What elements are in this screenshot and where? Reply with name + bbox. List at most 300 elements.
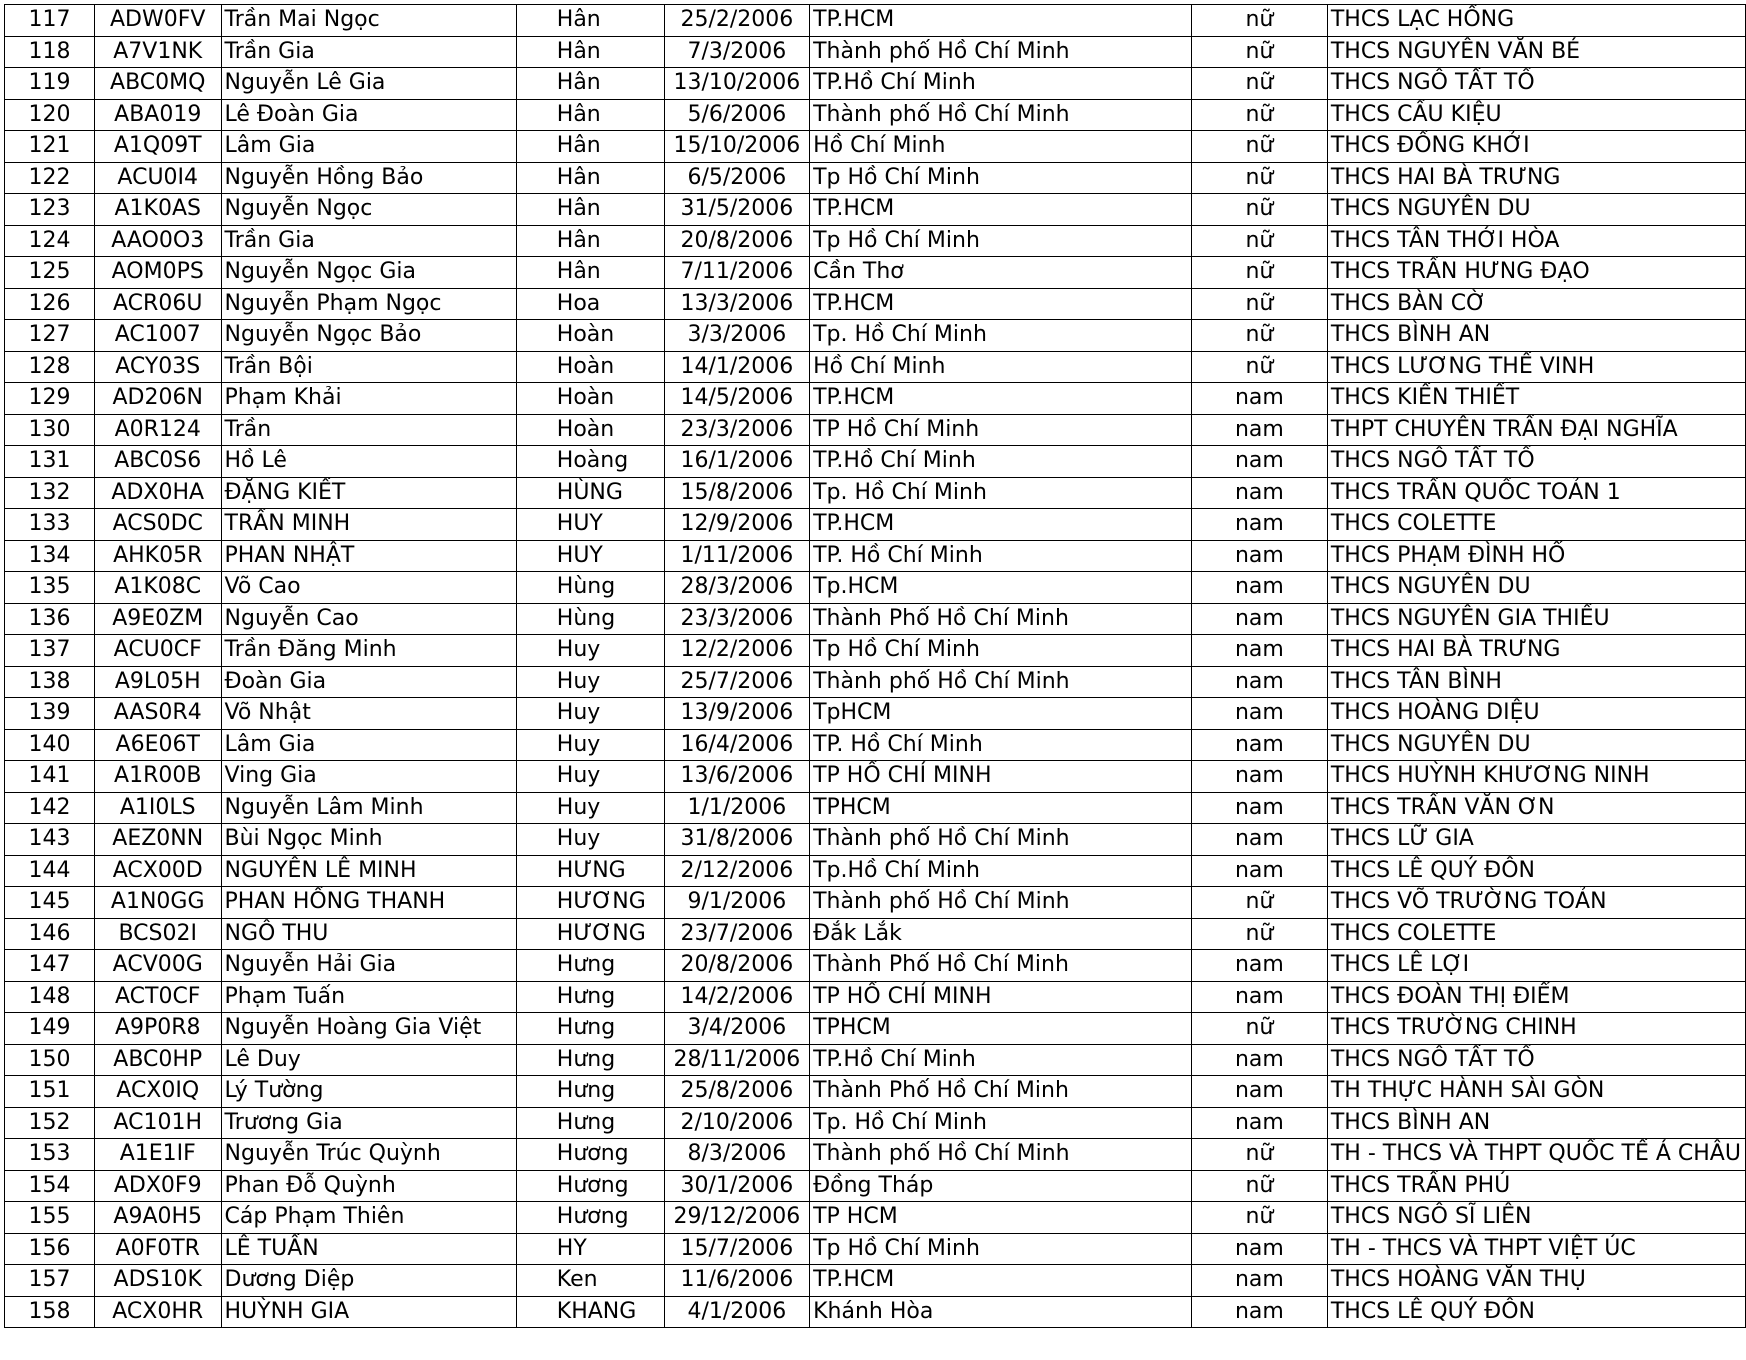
gender-cell: nam <box>1191 383 1327 415</box>
surname-cell: NGUYỄN LÊ MINH <box>221 855 516 887</box>
student-code-cell: AHK05R <box>94 540 221 572</box>
table-row <box>5 99 1746 131</box>
student-list-table <box>4 4 1746 1328</box>
table-row <box>5 1013 1746 1045</box>
row-number-cell: 132 <box>5 477 95 509</box>
given-name-cell: Huy <box>516 761 664 793</box>
gender-cell: nữ <box>1191 320 1327 352</box>
student-code-cell: ACX0HR <box>94 1296 221 1328</box>
gender-cell: nam <box>1191 1107 1327 1139</box>
birthdate-cell: 31/5/2006 <box>664 194 809 226</box>
birthdate-cell: 3/3/2006 <box>664 320 809 352</box>
gender-cell: nam <box>1191 572 1327 604</box>
birthplace-cell: Thành phố Hồ Chí Minh <box>810 1139 1192 1171</box>
student-code-cell: ABC0S6 <box>94 446 221 478</box>
table-row <box>5 635 1746 667</box>
surname-cell: Phan Đỗ Quỳnh <box>221 1170 516 1202</box>
gender-cell: nam <box>1191 635 1327 667</box>
given-name-cell: KHANG <box>516 1296 664 1328</box>
table-row <box>5 729 1746 761</box>
gender-cell: nam <box>1191 792 1327 824</box>
table-row <box>5 1296 1746 1328</box>
student-code-cell: A7V1NK <box>94 36 221 68</box>
birthplace-cell: TP Hồ Chí Minh <box>810 414 1192 446</box>
birthplace-cell: Thành phố Hồ Chí Minh <box>810 887 1192 919</box>
given-name-cell: Hân <box>516 131 664 163</box>
gender-cell: nam <box>1191 824 1327 856</box>
gender-cell: nam <box>1191 509 1327 541</box>
birthplace-cell: TP.HCM <box>810 509 1192 541</box>
given-name-cell: Huy <box>516 635 664 667</box>
school-cell: THCS TÂN THỚI HÒA <box>1327 225 1745 257</box>
gender-cell: nữ <box>1191 131 1327 163</box>
school-cell: THCS ĐỒNG KHỞI <box>1327 131 1745 163</box>
gender-cell: nam <box>1191 761 1327 793</box>
gender-cell: nam <box>1191 729 1327 761</box>
birthplace-cell: TPHCM <box>810 792 1192 824</box>
birthdate-cell: 14/2/2006 <box>664 981 809 1013</box>
surname-cell: Lâm Gia <box>221 729 516 761</box>
table-row <box>5 446 1746 478</box>
student-code-cell: AAO0O3 <box>94 225 221 257</box>
birthdate-cell: 11/6/2006 <box>664 1265 809 1297</box>
student-code-cell: A0F0TR <box>94 1233 221 1265</box>
table-row <box>5 131 1746 163</box>
birthplace-cell: TpHCM <box>810 698 1192 730</box>
birthplace-cell: Hồ Chí Minh <box>810 131 1192 163</box>
surname-cell: Trương Gia <box>221 1107 516 1139</box>
table-row <box>5 761 1746 793</box>
school-cell: THCS TRẦN HƯNG ĐẠO <box>1327 257 1745 289</box>
table-row <box>5 1265 1746 1297</box>
row-number-cell: 144 <box>5 855 95 887</box>
student-code-cell: ABA019 <box>94 99 221 131</box>
table-row <box>5 257 1746 289</box>
birthplace-cell: TP.HCM <box>810 288 1192 320</box>
surname-cell: Bùi Ngọc Minh <box>221 824 516 856</box>
surname-cell: Nguyễn Hồng Bảo <box>221 162 516 194</box>
row-number-cell: 131 <box>5 446 95 478</box>
surname-cell: Nguyễn Cao <box>221 603 516 635</box>
given-name-cell: Ken <box>516 1265 664 1297</box>
row-number-cell: 148 <box>5 981 95 1013</box>
gender-cell: nữ <box>1191 225 1327 257</box>
given-name-cell: Hoa <box>516 288 664 320</box>
birthplace-cell: Tp.HCM <box>810 572 1192 604</box>
table-row <box>5 383 1746 415</box>
birthplace-cell: TP.Hồ Chí Minh <box>810 1044 1192 1076</box>
birthplace-cell: Khánh Hòa <box>810 1296 1192 1328</box>
gender-cell: nam <box>1191 666 1327 698</box>
gender-cell: nữ <box>1191 68 1327 100</box>
birthdate-cell: 5/6/2006 <box>664 99 809 131</box>
school-cell: THCS NGUYỄN DU <box>1327 729 1745 761</box>
table-row <box>5 1107 1746 1139</box>
gender-cell: nam <box>1191 603 1327 635</box>
table-row <box>5 320 1746 352</box>
surname-cell: Trần <box>221 414 516 446</box>
gender-cell: nữ <box>1191 1013 1327 1045</box>
birthdate-cell: 3/4/2006 <box>664 1013 809 1045</box>
given-name-cell: Hưng <box>516 1044 664 1076</box>
school-cell: THCS COLETTE <box>1327 509 1745 541</box>
surname-cell: Nguyễn Ngọc Gia <box>221 257 516 289</box>
birthdate-cell: 31/8/2006 <box>664 824 809 856</box>
student-code-cell: ADW0FV <box>94 5 221 37</box>
school-cell: THCS HOÀNG DIỆU <box>1327 698 1745 730</box>
table-row <box>5 414 1746 446</box>
row-number-cell: 150 <box>5 1044 95 1076</box>
gender-cell: nam <box>1191 855 1327 887</box>
given-name-cell: Huy <box>516 666 664 698</box>
row-number-cell: 119 <box>5 68 95 100</box>
row-number-cell: 142 <box>5 792 95 824</box>
school-cell: THCS NGUYỄN VĂN BÉ <box>1327 36 1745 68</box>
gender-cell: nam <box>1191 540 1327 572</box>
birthplace-cell: TP.HCM <box>810 1265 1192 1297</box>
birthdate-cell: 2/12/2006 <box>664 855 809 887</box>
surname-cell: Trần Mai Ngọc <box>221 5 516 37</box>
table-row <box>5 666 1746 698</box>
table-row <box>5 68 1746 100</box>
student-code-cell: A1K0AS <box>94 194 221 226</box>
school-cell: THCS LÊ QUÝ ĐÔN <box>1327 855 1745 887</box>
row-number-cell: 126 <box>5 288 95 320</box>
surname-cell: Trần Gia <box>221 225 516 257</box>
school-cell: THCS TRẦN VĂN ƠN <box>1327 792 1745 824</box>
table-row <box>5 225 1746 257</box>
gender-cell: nữ <box>1191 36 1327 68</box>
school-cell: THCS HUỲNH KHƯƠNG NINH <box>1327 761 1745 793</box>
table-row <box>5 855 1746 887</box>
student-code-cell: ACV00G <box>94 950 221 982</box>
gender-cell: nam <box>1191 1044 1327 1076</box>
gender-cell: nữ <box>1191 351 1327 383</box>
table-row <box>5 887 1746 919</box>
given-name-cell: HƯƠNG <box>516 918 664 950</box>
row-number-cell: 130 <box>5 414 95 446</box>
table-row <box>5 603 1746 635</box>
birthplace-cell: TP.Hồ Chí Minh <box>810 446 1192 478</box>
given-name-cell: Huy <box>516 729 664 761</box>
student-code-cell: ADS10K <box>94 1265 221 1297</box>
table-row <box>5 5 1746 37</box>
surname-cell: Hồ Lê <box>221 446 516 478</box>
birthplace-cell: Thành Phố Hồ Chí Minh <box>810 603 1192 635</box>
birthplace-cell: TP.Hồ Chí Minh <box>810 68 1192 100</box>
birthdate-cell: 16/1/2006 <box>664 446 809 478</box>
gender-cell: nữ <box>1191 1170 1327 1202</box>
school-cell: THCS NGUYỄN DU <box>1327 572 1745 604</box>
school-cell: THCS TRẦN QUỐC TOẢN 1 <box>1327 477 1745 509</box>
birthplace-cell: Thành Phố Hồ Chí Minh <box>810 1076 1192 1108</box>
row-number-cell: 157 <box>5 1265 95 1297</box>
student-code-cell: ACX00D <box>94 855 221 887</box>
row-number-cell: 154 <box>5 1170 95 1202</box>
birthplace-cell: TP. Hồ Chí Minh <box>810 729 1192 761</box>
gender-cell: nữ <box>1191 162 1327 194</box>
birthdate-cell: 2/10/2006 <box>664 1107 809 1139</box>
gender-cell: nữ <box>1191 1202 1327 1234</box>
school-cell: THCS LÊ QUÝ ĐÔN <box>1327 1296 1745 1328</box>
student-code-cell: ADX0F9 <box>94 1170 221 1202</box>
birthdate-cell: 9/1/2006 <box>664 887 809 919</box>
student-code-cell: A9E0ZM <box>94 603 221 635</box>
given-name-cell: Hân <box>516 5 664 37</box>
table-row <box>5 1139 1746 1171</box>
birthdate-cell: 13/6/2006 <box>664 761 809 793</box>
birthdate-cell: 1/11/2006 <box>664 540 809 572</box>
birthplace-cell: TP HCM <box>810 1202 1192 1234</box>
birthplace-cell: Tp Hồ Chí Minh <box>810 635 1192 667</box>
student-code-cell: AD206N <box>94 383 221 415</box>
table-row <box>5 918 1746 950</box>
school-cell: THCS HAI BÀ TRƯNG <box>1327 162 1745 194</box>
school-cell: THCS NGÔ TẤT TỐ <box>1327 1044 1745 1076</box>
surname-cell: Nguyễn Hoàng Gia Việt <box>221 1013 516 1045</box>
row-number-cell: 125 <box>5 257 95 289</box>
birthplace-cell: Đắk Lắk <box>810 918 1192 950</box>
birthplace-cell: Tp Hồ Chí Minh <box>810 225 1192 257</box>
school-cell: THCS HAI BÀ TRƯNG <box>1327 635 1745 667</box>
surname-cell: Ving Gia <box>221 761 516 793</box>
given-name-cell: Huy <box>516 698 664 730</box>
gender-cell: nữ <box>1191 257 1327 289</box>
surname-cell: Nguyễn Ngọc Bảo <box>221 320 516 352</box>
birthdate-cell: 7/3/2006 <box>664 36 809 68</box>
student-code-cell: ACX0IQ <box>94 1076 221 1108</box>
birthdate-cell: 28/11/2006 <box>664 1044 809 1076</box>
row-number-cell: 129 <box>5 383 95 415</box>
birthdate-cell: 1/1/2006 <box>664 792 809 824</box>
student-code-cell: A1N0GG <box>94 887 221 919</box>
surname-cell: Phạm Khải <box>221 383 516 415</box>
given-name-cell: Hân <box>516 162 664 194</box>
given-name-cell: Huy <box>516 824 664 856</box>
given-name-cell: Hương <box>516 1139 664 1171</box>
surname-cell: NGÔ THU <box>221 918 516 950</box>
birthplace-cell: TP HỒ CHÍ MINH <box>810 981 1192 1013</box>
birthplace-cell: Tp. Hồ Chí Minh <box>810 320 1192 352</box>
school-cell: THCS HOÀNG VĂN THỤ <box>1327 1265 1745 1297</box>
surname-cell: Lê Duy <box>221 1044 516 1076</box>
gender-cell: nam <box>1191 981 1327 1013</box>
gender-cell: nam <box>1191 1296 1327 1328</box>
given-name-cell: Hoàn <box>516 383 664 415</box>
row-number-cell: 138 <box>5 666 95 698</box>
school-cell: THCS BÌNH AN <box>1327 320 1745 352</box>
birthdate-cell: 20/8/2006 <box>664 950 809 982</box>
row-number-cell: 137 <box>5 635 95 667</box>
surname-cell: Phạm Tuấn <box>221 981 516 1013</box>
student-code-cell: A0R124 <box>94 414 221 446</box>
student-code-cell: A1E1IF <box>94 1139 221 1171</box>
birthplace-cell: TP.HCM <box>810 383 1192 415</box>
birthdate-cell: 23/3/2006 <box>664 414 809 446</box>
table-row <box>5 477 1746 509</box>
gender-cell: nam <box>1191 1076 1327 1108</box>
school-cell: TH - THCS VÀ THPT QUỐC TẾ Á CHÂU <box>1327 1139 1745 1171</box>
surname-cell: Võ Cao <box>221 572 516 604</box>
given-name-cell: HUY <box>516 540 664 572</box>
school-cell: THCS ĐOÀN THỊ ĐIỂM <box>1327 981 1745 1013</box>
table-row <box>5 162 1746 194</box>
school-cell: THCS VÕ TRƯỜNG TOẢN <box>1327 887 1745 919</box>
gender-cell: nữ <box>1191 1139 1327 1171</box>
given-name-cell: HƯNG <box>516 855 664 887</box>
row-number-cell: 145 <box>5 887 95 919</box>
school-cell: THCS TRƯỜNG CHINH <box>1327 1013 1745 1045</box>
row-number-cell: 141 <box>5 761 95 793</box>
row-number-cell: 156 <box>5 1233 95 1265</box>
school-cell: THCS BÀN CỜ <box>1327 288 1745 320</box>
given-name-cell: HƯƠNG <box>516 887 664 919</box>
birthdate-cell: 15/10/2006 <box>664 131 809 163</box>
school-cell: THPT CHUYÊN TRẦN ĐẠI NGHĨA <box>1327 414 1745 446</box>
surname-cell: Trần Gia <box>221 36 516 68</box>
student-code-cell: ADX0HA <box>94 477 221 509</box>
school-cell: THCS BÌNH AN <box>1327 1107 1745 1139</box>
row-number-cell: 147 <box>5 950 95 982</box>
birthplace-cell: TPHCM <box>810 1013 1192 1045</box>
surname-cell: Nguyễn Ngọc <box>221 194 516 226</box>
given-name-cell: Huy <box>516 792 664 824</box>
student-code-cell: ACY03S <box>94 351 221 383</box>
birthplace-cell: TP. Hồ Chí Minh <box>810 540 1192 572</box>
table-row <box>5 1044 1746 1076</box>
surname-cell: Trần Đăng Minh <box>221 635 516 667</box>
birthdate-cell: 7/11/2006 <box>664 257 809 289</box>
given-name-cell: Hương <box>516 1202 664 1234</box>
birthdate-cell: 25/7/2006 <box>664 666 809 698</box>
given-name-cell: Hưng <box>516 1107 664 1139</box>
student-code-cell: A9A0H5 <box>94 1202 221 1234</box>
birthdate-cell: 15/8/2006 <box>664 477 809 509</box>
given-name-cell: Hân <box>516 36 664 68</box>
surname-cell: TRẦN MINH <box>221 509 516 541</box>
birthdate-cell: 15/7/2006 <box>664 1233 809 1265</box>
student-code-cell: ABC0MQ <box>94 68 221 100</box>
birthplace-cell: Tp. Hồ Chí Minh <box>810 1107 1192 1139</box>
student-code-cell: AOM0PS <box>94 257 221 289</box>
gender-cell: nữ <box>1191 99 1327 131</box>
table-row <box>5 824 1746 856</box>
school-cell: THCS NGÔ SĨ LIÊN <box>1327 1202 1745 1234</box>
table-row <box>5 509 1746 541</box>
school-cell: THCS LƯƠNG THẾ VINH <box>1327 351 1745 383</box>
student-code-cell: A1I0LS <box>94 792 221 824</box>
row-number-cell: 136 <box>5 603 95 635</box>
given-name-cell: HÙNG <box>516 477 664 509</box>
surname-cell: Dương Diệp <box>221 1265 516 1297</box>
student-code-cell: A9P0R8 <box>94 1013 221 1045</box>
student-code-cell: AC1007 <box>94 320 221 352</box>
table-row <box>5 981 1746 1013</box>
given-name-cell: Hùng <box>516 572 664 604</box>
birthplace-cell: Tp Hồ Chí Minh <box>810 1233 1192 1265</box>
birthplace-cell: Thành Phố Hồ Chí Minh <box>810 950 1192 982</box>
birthplace-cell: Thành phố Hồ Chí Minh <box>810 99 1192 131</box>
student-code-cell: A9L05H <box>94 666 221 698</box>
surname-cell: Nguyễn Lâm Minh <box>221 792 516 824</box>
school-cell: THCS LÊ LỢI <box>1327 950 1745 982</box>
school-cell: TH - THCS VÀ THPT VIỆT ÚC <box>1327 1233 1745 1265</box>
school-cell: THCS COLETTE <box>1327 918 1745 950</box>
table-row <box>5 792 1746 824</box>
birthdate-cell: 20/8/2006 <box>664 225 809 257</box>
birthplace-cell: Thành phố Hồ Chí Minh <box>810 824 1192 856</box>
surname-cell: Lâm Gia <box>221 131 516 163</box>
row-number-cell: 122 <box>5 162 95 194</box>
student-code-cell: ABC0HP <box>94 1044 221 1076</box>
gender-cell: nữ <box>1191 918 1327 950</box>
school-cell: THCS TÂN BÌNH <box>1327 666 1745 698</box>
surname-cell: Nguyễn Trúc Quỳnh <box>221 1139 516 1171</box>
row-number-cell: 135 <box>5 572 95 604</box>
student-code-cell: ACS0DC <box>94 509 221 541</box>
surname-cell: Lê Đoàn Gia <box>221 99 516 131</box>
given-name-cell: HUY <box>516 509 664 541</box>
surname-cell: PHAN HỒNG THANH <box>221 887 516 919</box>
surname-cell: PHAN NHẬT <box>221 540 516 572</box>
given-name-cell: Hoàng <box>516 446 664 478</box>
row-number-cell: 139 <box>5 698 95 730</box>
student-code-cell: A6E06T <box>94 729 221 761</box>
student-code-cell: A1Q09T <box>94 131 221 163</box>
birthplace-cell: Cần Thơ <box>810 257 1192 289</box>
gender-cell: nữ <box>1191 288 1327 320</box>
given-name-cell: Hoàn <box>516 414 664 446</box>
surname-cell: Lý Tường <box>221 1076 516 1108</box>
table-row <box>5 572 1746 604</box>
table-row <box>5 1233 1746 1265</box>
row-number-cell: 152 <box>5 1107 95 1139</box>
school-cell: THCS NGUYỄN GIA THIỀU <box>1327 603 1745 635</box>
row-number-cell: 127 <box>5 320 95 352</box>
student-code-cell: AC101H <box>94 1107 221 1139</box>
birthdate-cell: 23/7/2006 <box>664 918 809 950</box>
birthdate-cell: 29/12/2006 <box>664 1202 809 1234</box>
birthplace-cell: Tp.Hồ Chí Minh <box>810 855 1192 887</box>
given-name-cell: Hân <box>516 99 664 131</box>
gender-cell: nam <box>1191 950 1327 982</box>
school-cell: THCS NGÔ TẤT TỐ <box>1327 446 1745 478</box>
gender-cell: nam <box>1191 1233 1327 1265</box>
given-name-cell: Hưng <box>516 981 664 1013</box>
row-number-cell: 133 <box>5 509 95 541</box>
surname-cell: Cáp Phạm Thiên <box>221 1202 516 1234</box>
student-code-cell: AAS0R4 <box>94 698 221 730</box>
row-number-cell: 118 <box>5 36 95 68</box>
surname-cell: HUỲNH GIA <box>221 1296 516 1328</box>
birthplace-cell: Hồ Chí Minh <box>810 351 1192 383</box>
birthdate-cell: 25/2/2006 <box>664 5 809 37</box>
surname-cell: ĐẶNG KIẾT <box>221 477 516 509</box>
gender-cell: nữ <box>1191 5 1327 37</box>
row-number-cell: 149 <box>5 1013 95 1045</box>
school-cell: THCS NGÔ TẤT TỐ <box>1327 68 1745 100</box>
birthdate-cell: 6/5/2006 <box>664 162 809 194</box>
given-name-cell: HY <box>516 1233 664 1265</box>
birthdate-cell: 12/9/2006 <box>664 509 809 541</box>
birthdate-cell: 13/9/2006 <box>664 698 809 730</box>
table-row <box>5 194 1746 226</box>
table-row <box>5 288 1746 320</box>
table-row <box>5 1076 1746 1108</box>
row-number-cell: 121 <box>5 131 95 163</box>
gender-cell: nam <box>1191 446 1327 478</box>
table-row <box>5 950 1746 982</box>
